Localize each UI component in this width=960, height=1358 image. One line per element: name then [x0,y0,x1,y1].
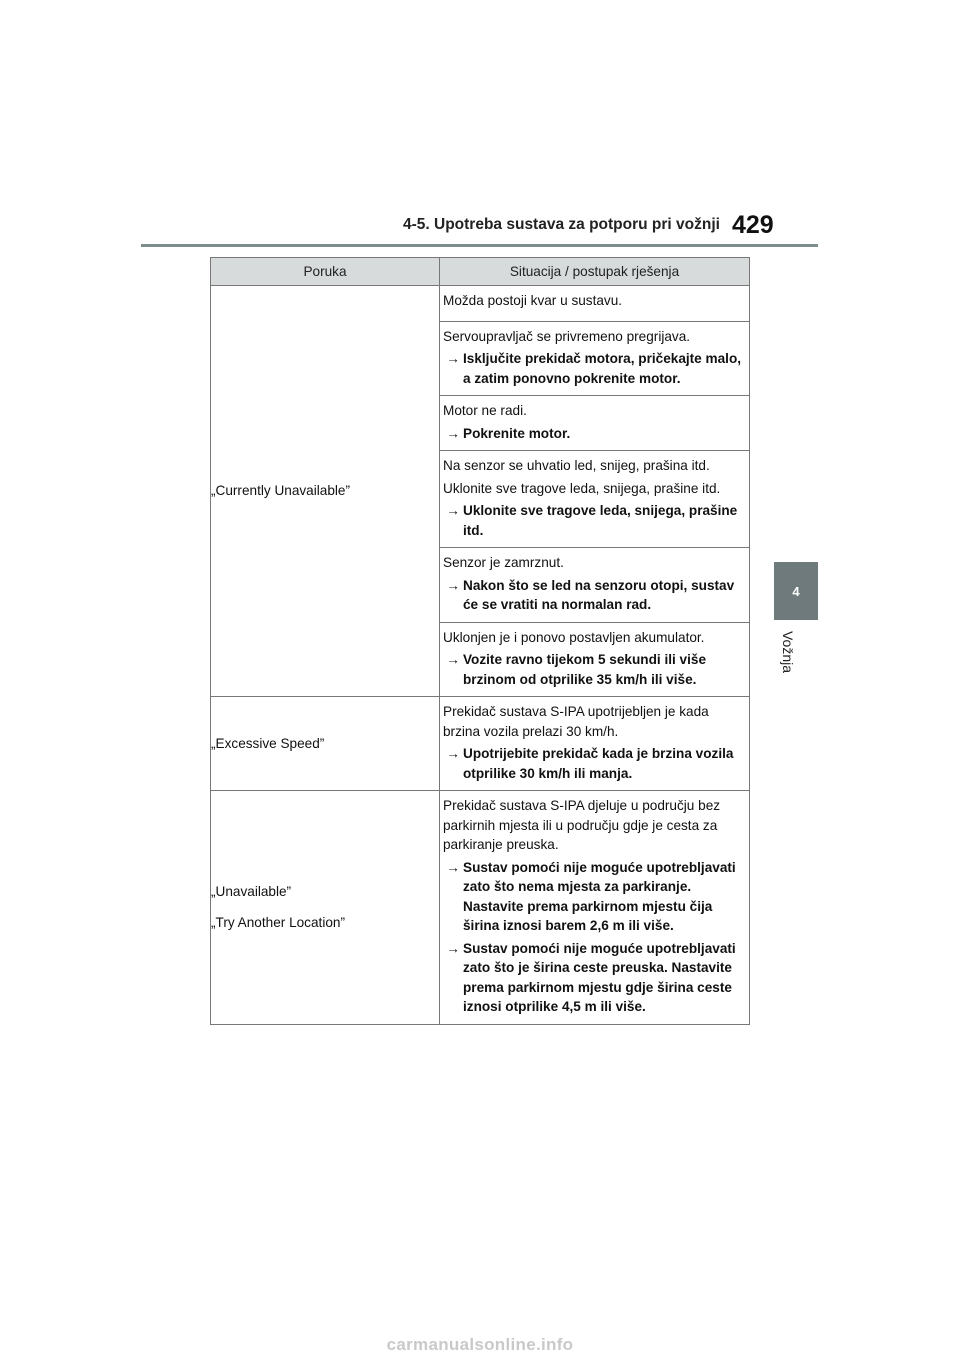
message-text: „Excessive Speed” [211,735,325,751]
watermark: carmanualsonline.info [386,1335,574,1354]
situation-text: Na senzor se uhvatio led, snijeg, prašina itd. [443,458,710,473]
table-body [211,286,750,1025]
message-table [210,257,750,1025]
table-row [211,286,750,697]
table-header-row [211,258,750,286]
action-text: Nakon što se led na senzoru otopi, sustav će se vratiti na normalan rad. [463,577,735,612]
action-text: Sustav pomoći nije moguće upotrebljavati zato što je širina ceste preuska. Nastavite prema parkirnom mjestu gdje širina ceste iznosi otprilike 4,5 m ili više. [463,940,736,1014]
message-cell [211,286,440,697]
message-cell [211,697,440,791]
action-step [443,576,745,615]
message-text: „Currently Unavailable” [211,483,351,499]
situation-block [440,286,749,321]
situation-cell [440,697,750,791]
column-header-message: Poruka [211,258,440,286]
action-text: Pokrenite motor. [463,425,571,441]
message-text: „Try Another Location” [211,914,345,930]
action-step [443,650,745,689]
chapter-tab: 4 [774,562,818,620]
arrow-right-icon: → [446,652,460,667]
situation-text: Uklonjen je i ponovo postavljen akumulator. [443,629,705,645]
situation-text: Možda postoji kvar u sustavu. [443,293,623,308]
action-step [443,744,745,783]
action-step [443,424,745,444]
situation-text: Motor ne radi. [443,403,527,418]
header-rule [141,244,818,247]
situation-text: Prekidač sustava S-IPA djeluje u području bez parkirnih mjesta ili u području gdje je cesta za parkiranje preuska. [443,798,721,852]
table-row [211,697,750,791]
arrow-right-icon: → [446,746,460,761]
action-step [443,349,745,388]
situation-text: Uklonite sve tragove leda, snijega, prašine itd. [443,480,721,496]
situation-block [440,791,749,1024]
situation-text: Prekidač sustava S-IPA upotrijebljen je kada brzina vozila prelazi 30 km/h. [443,704,709,739]
situation-block [440,697,749,790]
situation-text: Senzor je zamrznut. [443,555,564,570]
arrow-right-icon: → [446,503,460,518]
column-header-situation: Situacija / postupak rješenja [440,258,750,286]
arrow-right-icon: → [446,940,460,956]
situation-cell [440,791,750,1025]
situation-block [440,450,749,547]
action-text: Uklonite sve tragove leda, snijega, prašine itd. [463,503,738,538]
chapter-label: Vožnja [780,630,796,674]
situation-block [440,547,749,622]
action-step [443,858,745,936]
arrow-right-icon: → [446,425,460,441]
situation-block [440,395,749,450]
action-text: Vozite ravno tijekom 5 sekundi ili više brzinom od otprilike 35 km/h ili više. [463,652,707,687]
action-text: Sustav pomoći nije moguće upotrebljavati zato što nema mjesta za parkiranje. Nastavite prema parkirnom mjestu čija širina iznosi barem 2,6 m ili više. [463,859,736,933]
action-text: Upotrijebite prekidač kada je brzina vozila otprilike 30 km/h ili manja. [463,746,734,781]
arrow-right-icon: → [446,351,460,366]
section-title: 4-5. Upotreba sustava za potporu pri vožnji [403,216,720,233]
action-step [443,501,745,540]
message-text: „Unavailable” [211,884,292,900]
action-step [443,939,745,1017]
situation-text: Servoupravljač se privremeno pregrijava. [443,328,691,344]
situation-block [440,321,749,396]
situation-block [440,622,749,697]
arrow-right-icon: → [446,859,460,875]
page-number: 429 [732,211,774,239]
action-text: Isključite prekidač motora, pričekajte malo, a zatim ponovno pokrenite motor. [463,351,742,386]
arrow-right-icon: → [446,577,460,593]
message-cell [211,791,440,1025]
table-row [211,791,750,1025]
situation-cell [440,286,750,697]
